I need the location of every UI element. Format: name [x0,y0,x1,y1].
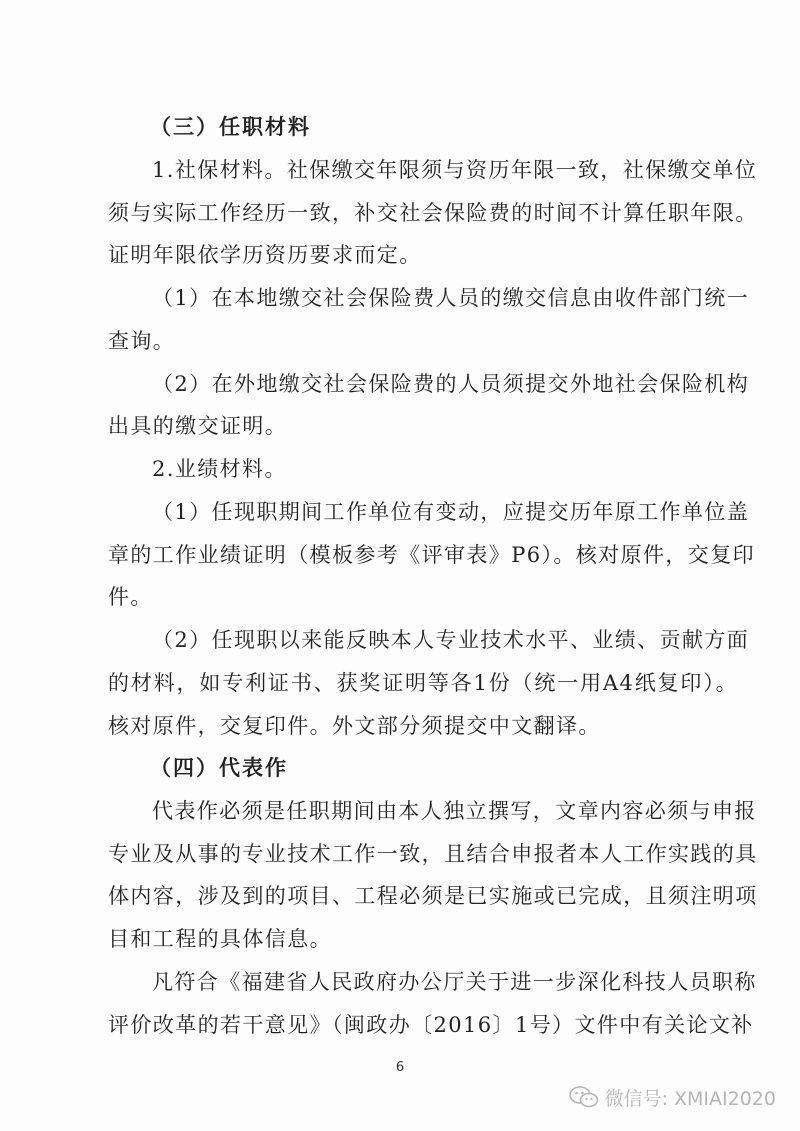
paragraph-line: （2）在外地缴交社会保险费的人员须提交外地社会保险机构 [152,372,750,396]
paragraph-line: 2.业绩材料。 [152,457,287,481]
wechat-icon [569,1085,599,1109]
paragraph-line: （1）在本地缴交社会保险费人员的缴交信息由收件部门统一 [152,286,750,310]
watermark-text: 微信号: XMIAI2020 [604,1087,776,1110]
paragraph-line: 核对原件，交复印件。外文部分须提交中文翻译。 [108,714,601,738]
paragraph-line: 目和工程的具体信息。 [108,927,332,951]
paragraph-line: 证明年限依学历资历要求而定。 [108,243,422,267]
paragraph-line: 的材料，如专利证书、获奖证明等各1份（统一用A4纸复印）。 [108,671,738,695]
section-heading-4: （四）代表作 [150,756,288,780]
paragraph-line: 专业及从事的专业技术工作一致，且结合申报者本人工作实践的具 [108,842,758,866]
wechat-watermark [569,1084,776,1110]
paragraph-line: （1）任现职期间工作单位有变动，应提交历年原工作单位盖 [152,500,750,524]
paragraph-line: 评价改革的若干意见》（闽政办〔2016〕1号）文件中有关论文补 [108,1013,754,1037]
paragraph-line: 须与实际工作经历一致，补交社会保险费的时间不计算任职年限。 [108,201,758,225]
paragraph-line: 章的工作业绩证明（模板参考《评审表》P6）。核对原件，交复印 [108,543,755,567]
paragraph-line: 凡符合《福建省人民政府办公厅关于进一步深化科技人员职称 [152,970,757,994]
paragraph-line: 1.社保材料。社保缴交年限须与资历年限一致，社保缴交单位 [152,158,758,182]
paragraph-line: 查询。 [108,329,176,353]
page-number: 6 [395,1060,405,1075]
paragraph-line: 体内容，涉及到的项目、工程必须是已实施或已完成，且须注明项 [108,884,758,908]
section-heading-3: （三）任职材料 [150,115,311,139]
paragraph-line: （2）任现职以来能反映本人专业技术水平、业绩、贡献方面 [152,628,750,652]
paragraph-line: 代表作必须是任职期间由本人独立撰写，文章内容必须与申报 [152,799,757,823]
paragraph-line: 出具的缴交证明。 [108,414,288,438]
paragraph-line: 件。 [108,585,153,609]
